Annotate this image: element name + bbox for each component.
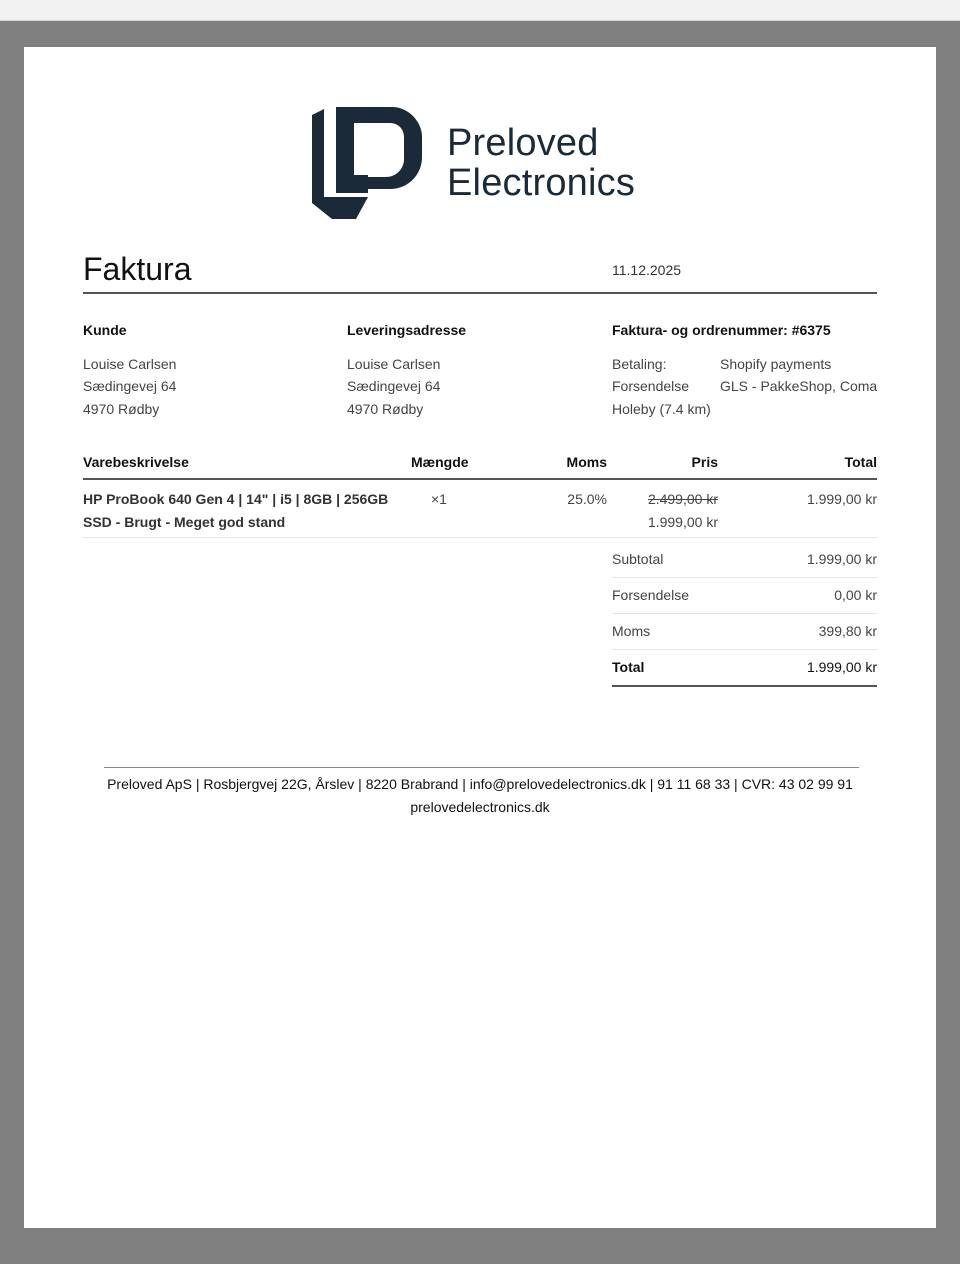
- grand-total-value: 1.999,00 kr: [806, 659, 877, 675]
- col-header-quantity: Mængde: [411, 454, 469, 470]
- order-number-heading: Faktura- og ordrenummer: #6375: [612, 322, 831, 338]
- brand-name-line-2: Electronics: [447, 162, 636, 204]
- invoice-date: 11.12.2025: [612, 262, 682, 278]
- shipping-city: 4970 Rødby: [347, 400, 424, 417]
- vat-value: 399,80 kr: [818, 623, 877, 639]
- brand-mark-icon: [310, 105, 426, 221]
- shipping-cost-row: [612, 577, 877, 614]
- item-discounted-price: 1.999,00 kr: [647, 513, 718, 530]
- subtotal-value: 1.999,00 kr: [806, 551, 877, 567]
- subtotal-label: Subtotal: [612, 551, 664, 567]
- col-header-description: Varebeskrivelse: [83, 454, 189, 470]
- footer-divider: [104, 767, 859, 768]
- grand-total-row: [612, 649, 877, 687]
- table-header-divider: [83, 478, 877, 480]
- shipping-cost-label: Forsendelse: [612, 587, 690, 603]
- col-header-price: Pris: [691, 454, 718, 470]
- shipping-method-value: GLS - PakkeShop, Coma: [720, 378, 878, 394]
- order-info-block: [612, 319, 892, 420]
- customer-city: 4970 Rødby: [83, 400, 160, 417]
- customer-block: [83, 319, 176, 420]
- shipping-street: Sædingevej 64: [347, 378, 441, 394]
- shipping-cost-value: 0,00 kr: [834, 587, 877, 603]
- shipping-address-block: [347, 319, 466, 420]
- item-quantity: ×1: [431, 491, 447, 507]
- subtotal-row: [612, 541, 877, 578]
- customer-street: Sædingevej 64: [83, 378, 177, 394]
- footer-company-info: Preloved ApS | Rosbjergvej 22G, Årslev | 8220 Brabrand | info@prelovedelectronics.dk | 91 11 68 33 | CVR: 43 02 99 91: [107, 776, 853, 792]
- item-price: [648, 488, 718, 533]
- footer: [94, 773, 866, 818]
- payment-row: [612, 353, 892, 376]
- footer-website: prelovedelectronics.dk: [410, 798, 550, 815]
- shipping-method-label: Forsendelse: [612, 378, 690, 394]
- shipping-name: Louise Carlsen: [347, 355, 441, 372]
- item-description: [83, 488, 393, 533]
- payment-value: Shopify payments: [720, 355, 832, 372]
- grand-total-label: Total: [612, 659, 645, 675]
- item-description-line-2: SSD - Brugt - Meget god stand: [83, 513, 286, 530]
- brand-logo: [310, 105, 670, 221]
- item-divider: [83, 537, 877, 538]
- shipping-method-row: [612, 375, 892, 398]
- title-divider: [83, 292, 877, 294]
- shipping-address-heading: Leveringsadresse: [347, 322, 467, 338]
- item-description-line-1: HP ProBook 640 Gen 4 | 14" | i5 | 8GB | 256GB: [83, 491, 389, 507]
- vat-row: [612, 613, 877, 650]
- document-title: Faktura: [83, 251, 192, 287]
- brand-name: [447, 123, 635, 203]
- invoice-page: [24, 47, 936, 1228]
- viewer-top-bar: [0, 0, 960, 21]
- payment-label: Betaling:: [612, 355, 667, 372]
- vat-label: Moms: [612, 623, 651, 639]
- item-vat: 25.0%: [567, 491, 607, 507]
- item-total: 1.999,00 kr: [806, 491, 877, 507]
- shipping-method-value-cont: Holeby (7.4 km): [612, 400, 711, 417]
- brand-name-line-1: Preloved: [447, 122, 599, 164]
- customer-name: Louise Carlsen: [83, 355, 177, 372]
- customer-heading: Kunde: [83, 322, 127, 338]
- col-header-total: Total: [844, 454, 877, 470]
- col-header-vat: Moms: [566, 454, 607, 470]
- item-original-price: 2.499,00 kr: [647, 491, 718, 507]
